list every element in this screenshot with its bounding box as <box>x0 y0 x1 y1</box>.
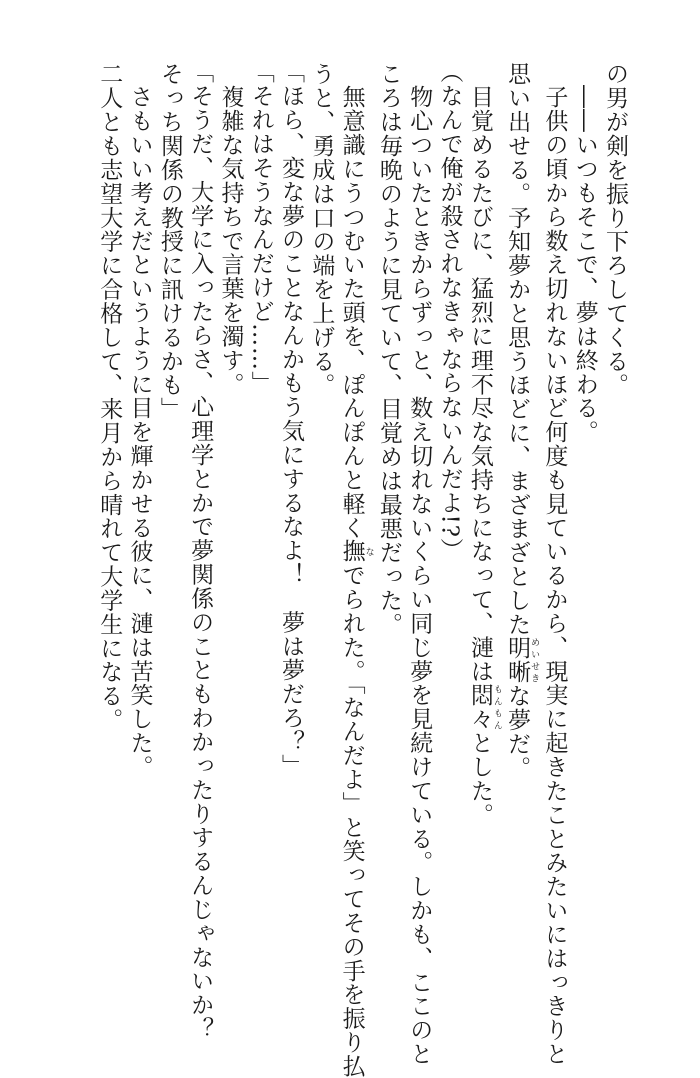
ruby-reading: な <box>363 539 374 564</box>
text-line: さもいい考えだというように目を輝かせる彼に、漣は苦笑した。 <box>126 85 153 779</box>
text-line: 二人とも志望大学に合格して、来月から晴れて大学生になる。 <box>96 62 123 732</box>
text-segment: 目覚めるたびに、猛烈に理不尽な気持ちになって、漣は <box>466 85 493 683</box>
text-line: の男が剣を振り下ろしてくる。 <box>602 62 628 397</box>
text-segment: 無意識にうつむいた頭を、ぽんぽんと軽く <box>338 85 365 540</box>
text-segment: 思い出せる。予知夢かと思うほどに、まざまざとした <box>504 62 531 637</box>
text-line: 複雑な気持ちで言葉を濁す。 <box>217 85 244 396</box>
ruby-text <box>466 683 502 731</box>
ruby-base: 悶々 <box>466 683 493 731</box>
text-line: 「ほら、変な夢のことなんかもう気にするなよ！ 夢は夢だろ？」 <box>278 59 305 778</box>
ruby-text <box>338 539 374 564</box>
text-line: そっち関係の教授に訊けるかも」 <box>156 62 183 421</box>
text-segment: でられた。「なんだよ」と笑ってその手を振り払 <box>338 563 365 1078</box>
text-line: うと、勇成は口の端を上げる。 <box>308 62 335 397</box>
ruby-base: 撫 <box>338 539 365 564</box>
text-line: 子供の頃から数え切れないほど何度も見ているから、現実に起きたことみたいにはっきりと <box>541 85 568 1066</box>
text-line <box>465 62 502 962</box>
text-segment: な夢だ。 <box>504 683 531 780</box>
text-line: ころは毎晩のように見ていて、目覚めは最悪だった。 <box>375 62 402 637</box>
ruby-reading: もんもん <box>491 683 502 731</box>
ruby-base: 明晰 <box>504 636 531 684</box>
text-line: 物心ついたときからずっと、数え切れないくらい同じ夢を見続けている。しかも、ここのと <box>406 85 433 1066</box>
text-line <box>336 62 374 1078</box>
text-line: 「それはそうなんだけど……」 <box>247 59 274 395</box>
text-line: 「そうだ、大学に入ったらさ、心理学とかで夢関係のこともわかったりするんじゃないか？ <box>187 59 214 1041</box>
text-line: ――いつもそこで、夢は終わる。 <box>571 85 598 444</box>
novel-text-body <box>50 59 630 1078</box>
ruby-reading: めいせき <box>529 636 540 684</box>
text-segment: とした。 <box>466 730 493 827</box>
ruby-text <box>504 636 540 684</box>
text-line: （なんで俺が殺されなきゃならないんだよ!?） <box>436 59 463 562</box>
text-line <box>502 62 539 962</box>
